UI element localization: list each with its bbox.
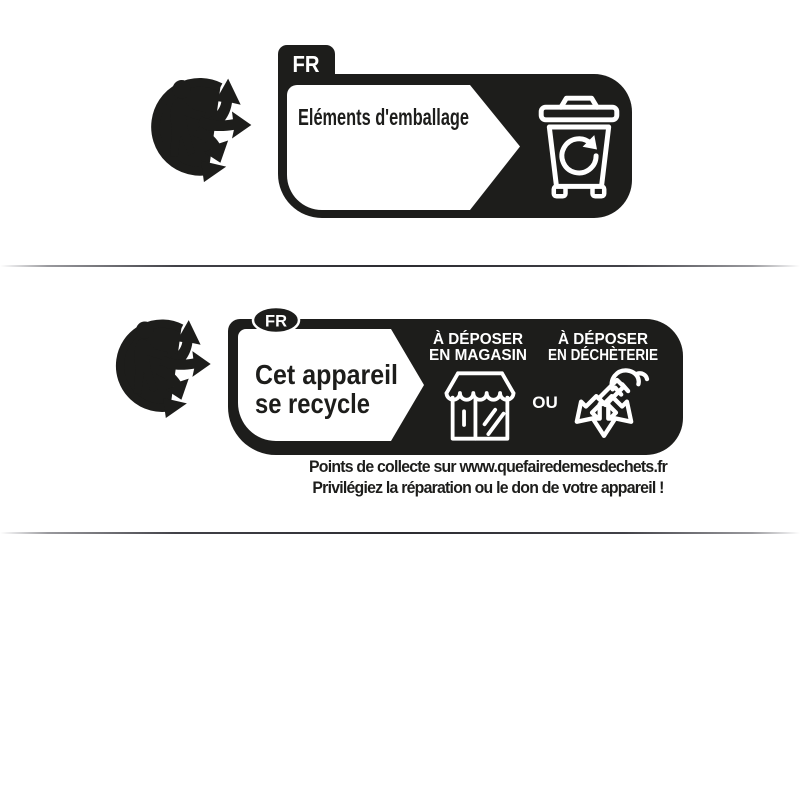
material-text: Eléments d'emballage <box>298 104 469 130</box>
store-option-line1: À DÉPOSER <box>433 331 523 348</box>
triman-person-head <box>173 80 191 98</box>
triman-logo-icon <box>144 66 260 184</box>
title-line2: se recycle <box>255 388 370 419</box>
collection-footer <box>190 457 785 498</box>
dump-option-line1: À DÉPOSER <box>558 331 648 348</box>
page-separator-bottom <box>0 532 800 534</box>
store-option-line2: EN MAGASIN <box>429 347 527 364</box>
triman-circle-arrowhead <box>201 161 226 182</box>
appliance-sorting-panel <box>228 305 685 456</box>
fr-tag-label: FR <box>292 51 320 77</box>
dump-option-line2: EN DÉCHÈTERIE <box>548 347 658 364</box>
fr-tag-label: FR <box>265 312 288 331</box>
triman-logo-icon <box>110 308 218 420</box>
title-line1: Cet appareil <box>255 359 398 390</box>
page-separator-top <box>0 265 800 267</box>
packaging-sorting-panel <box>278 44 634 220</box>
triman-person-head <box>136 321 153 338</box>
footer-line2: Privilégiez la réparation ou le don de votre appareil ! <box>312 478 664 497</box>
triman-circle-arrowhead <box>163 398 187 418</box>
footer-line1: Points de collecte sur www.quefairedemesdechets.fr <box>308 458 668 476</box>
or-label: OU <box>532 393 558 412</box>
